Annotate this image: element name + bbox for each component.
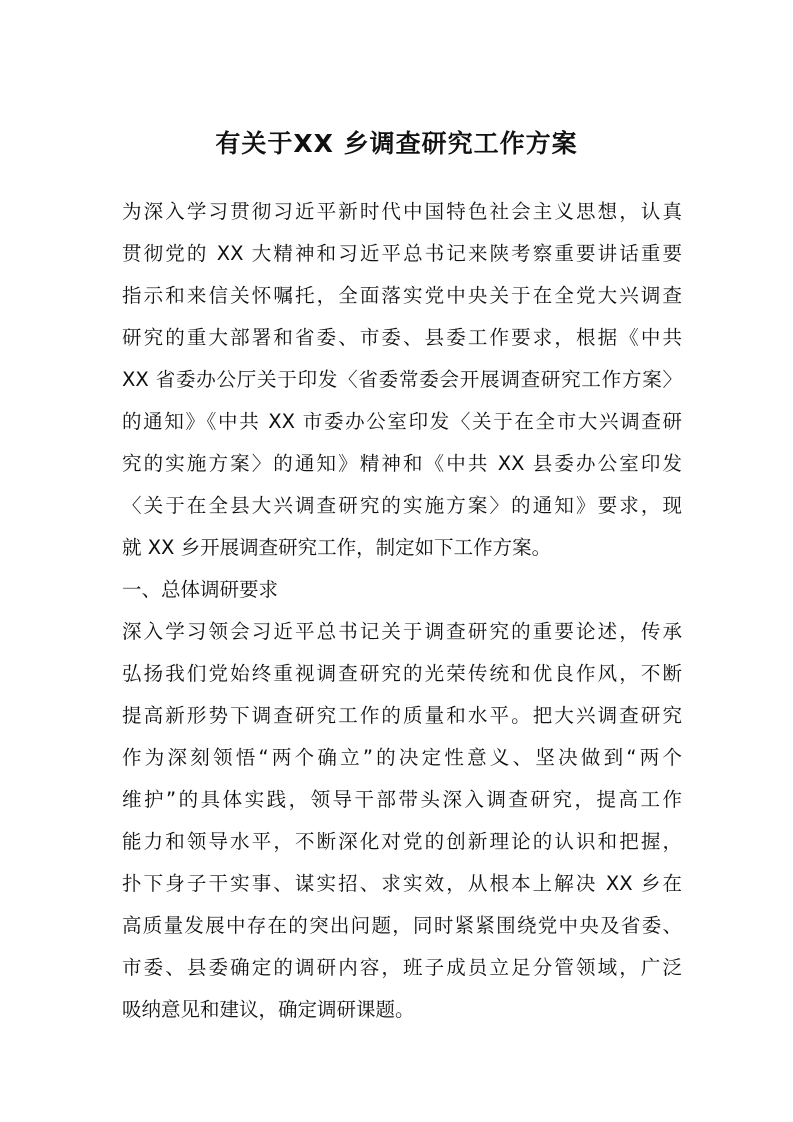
paragraph-line: 市委、县委确定的调研内容，班子成员立足分管领域，广泛	[122, 956, 682, 979]
paragraph-line: XX 省委办公厅关于印发〈省委常委会开展调查研究工作方案〉	[122, 368, 682, 391]
paragraph-line: 深入学习领会习近平总书记关于调查研究的重要论述，传承	[122, 620, 682, 643]
paragraph-line: 研究的重大部署和省委、市委、县委工作要求，根据《中共	[122, 326, 682, 349]
paragraph-line: 指示和来信关怀嘱托，全面落实党中央关于在全党大兴调查	[122, 284, 682, 307]
paragraph-line: 维护”的具体实践，领导干部带头深入调查研究，提高工作	[122, 788, 682, 811]
paragraph-line: 提高新形势下调查研究工作的质量和水平。把大兴调查研究	[122, 704, 682, 727]
paragraph-line: 能力和领导水平，不断深化对党的创新理论的认识和把握，	[122, 830, 682, 853]
paragraph-line: 弘扬我们党始终重视调查研究的光荣传统和优良作风，不断	[122, 662, 682, 685]
document-title: 有关于XX 乡调查研究工作方案	[215, 129, 578, 158]
paragraph-line: 〈关于在全县大兴调查研究的实施方案〉的通知》要求，现	[122, 494, 682, 517]
paragraph-line: 吸纳意见和建议，确定调研课题。	[122, 998, 415, 1021]
paragraph-line: 作为深刻领悟“两个确立”的决定性意义、坚决做到“两个	[122, 746, 682, 769]
paragraph-line: 贯彻党的 XX 大精神和习近平总书记来陕考察重要讲话重要	[122, 242, 682, 265]
paragraph-line: 的通知》《中共 XX 市委办公室印发〈关于在全市大兴调查研	[122, 410, 682, 433]
paragraph-line: 究的实施方案〉的通知》精神和《中共 XX 县委办公室印发	[122, 452, 682, 475]
paragraph-line: 为深入学习贯彻习近平新时代中国特色社会主义思想，认真	[122, 200, 682, 223]
paragraph-line: 就 XX 乡开展调查研究工作，制定如下工作方案。	[122, 536, 552, 559]
paragraph-line: 扑下身子干实事、谋实招、求实效，从根本上解决 XX 乡在	[122, 872, 682, 895]
section-heading: 一、总体调研要求	[122, 578, 279, 601]
paragraph-line: 高质量发展中存在的突出问题，同时紧紧围绕党中央及省委、	[122, 914, 682, 937]
